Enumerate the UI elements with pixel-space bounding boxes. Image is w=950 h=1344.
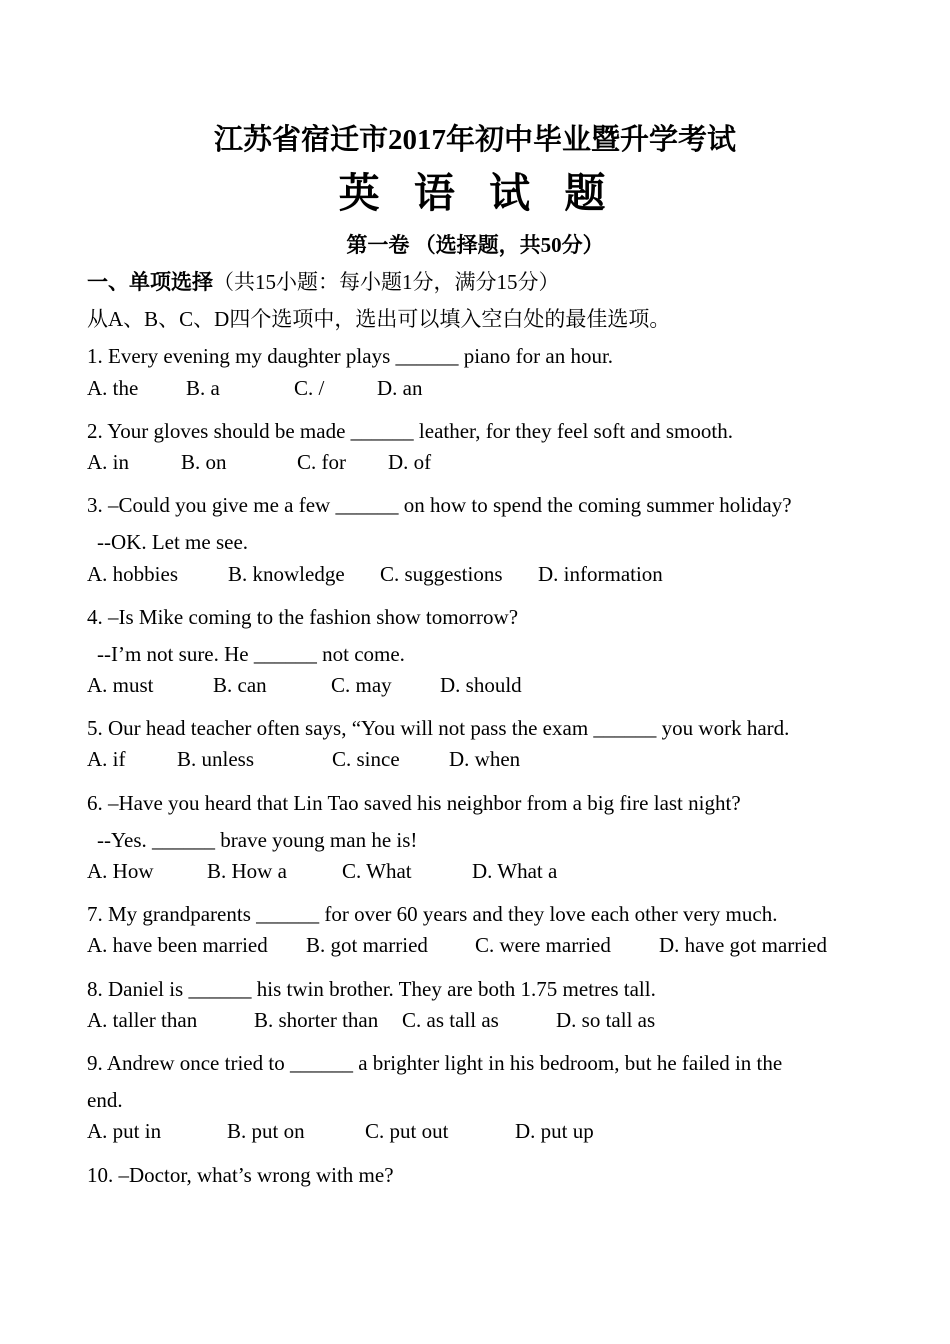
option-c: C. were married xyxy=(475,933,611,958)
section-heading: 一、单项选择 xyxy=(87,270,213,294)
question-9-stem-continued: end. xyxy=(87,1088,123,1113)
question-2-stem: 2. Your gloves should be made ______ leather, for they feel soft and smooth. xyxy=(87,418,733,443)
option-b: B. a xyxy=(186,375,220,400)
option-c: C. suggestions xyxy=(380,561,503,586)
question-1-stem: 1. Every evening my daughter plays ______ piano for an hour. xyxy=(87,344,614,369)
option-b: B. knowledge xyxy=(228,561,345,586)
option-a: A. How xyxy=(87,859,154,883)
question-3-options xyxy=(87,562,877,599)
subject-title: 英 语 试 题 xyxy=(338,170,618,216)
question-8-stem: 8. Daniel is ______ his twin brother. They are both 1.75 metres tall. xyxy=(87,976,656,1001)
question-4-stem: 4. –Is Mike coming to the fashion show tomorrow? xyxy=(87,604,519,629)
option-a: A. if xyxy=(87,747,126,772)
section-instruction: 从A、B、C、D四个选项中，选出可以填入空白处的最佳选项。 xyxy=(87,307,671,332)
exam-title: 江苏省宿迁市2017年初中毕业暨升学考试 xyxy=(213,124,736,156)
question-6-stem: 6. –Have you heard that Lin Tao saved his neighbor from a big fire last night? xyxy=(87,790,741,815)
option-c: C. may xyxy=(331,673,392,698)
option-d: D. should xyxy=(440,673,522,698)
question-5-options xyxy=(87,747,877,784)
option-b: B. put on xyxy=(227,1119,305,1144)
option-b: B. shorter than xyxy=(254,1007,379,1032)
option-d: D. What a xyxy=(472,859,558,883)
option-b: B. unless xyxy=(177,747,255,772)
option-a: A. in xyxy=(87,449,129,474)
option-c: C. for xyxy=(297,449,346,474)
question-3-stem: 3. –Could you give me a few ______ on how to spend the coming summer holiday? xyxy=(87,493,792,518)
option-a: A. must xyxy=(87,673,154,698)
question-9-stem: 9. Andrew once tried to ______ a brighter light in his bedroom, but he failed in the xyxy=(87,1050,783,1075)
question-2-options xyxy=(87,450,877,487)
question-4-reply: --I’m not sure. He ______ not come. xyxy=(97,641,405,666)
question-10-stem: 10. –Doctor, what’s wrong with me? xyxy=(87,1162,394,1187)
option-d: D. put up xyxy=(515,1119,594,1144)
option-a: A. the xyxy=(87,375,139,400)
option-a: A. have been married xyxy=(87,933,268,958)
option-b: B. got married xyxy=(306,933,428,958)
section-note: （共15小题：每小题1分，满分15分） xyxy=(213,270,560,294)
option-d: D. an xyxy=(377,375,423,400)
option-b: B. How a xyxy=(207,859,287,883)
option-c: C. / xyxy=(294,375,325,400)
option-c: C. since xyxy=(332,747,400,772)
exam-body xyxy=(87,264,877,1194)
option-c: C. put out xyxy=(365,1119,449,1144)
question-7-stem: 7. My grandparents ______ for over 60 years and they love each other very much. xyxy=(87,902,778,927)
option-d: D. of xyxy=(388,449,432,474)
question-1-options xyxy=(87,376,877,413)
question-3-reply: --OK. Let me see. xyxy=(97,530,249,555)
volume-title: 第一卷 （选择题，共50分） xyxy=(346,233,604,257)
option-d: D. when xyxy=(449,747,521,772)
option-b: B. can xyxy=(213,673,267,698)
option-d: D. have got married xyxy=(659,933,827,958)
option-b: B. on xyxy=(181,449,227,474)
option-d: D. information xyxy=(538,561,663,586)
question-8-options xyxy=(87,1008,877,1045)
option-c: C. What xyxy=(342,859,412,883)
option-c: C. as tall as xyxy=(402,1007,499,1032)
option-a: A. put in xyxy=(87,1119,162,1144)
option-a: A. taller than xyxy=(87,1007,198,1032)
option-d: D. so tall as xyxy=(556,1007,656,1032)
question-5-stem: 5. Our head teacher often says, “You will not pass the exam ______ you work hard. xyxy=(87,716,790,741)
question-6-options xyxy=(87,859,877,896)
question-7-options xyxy=(87,933,877,970)
section-heading-line xyxy=(87,264,877,301)
question-4-options xyxy=(87,673,877,710)
question-9-options xyxy=(87,1119,877,1156)
question-6-reply: --Yes. ______ brave young man he is! xyxy=(97,827,418,852)
option-a: A. hobbies xyxy=(87,561,178,586)
